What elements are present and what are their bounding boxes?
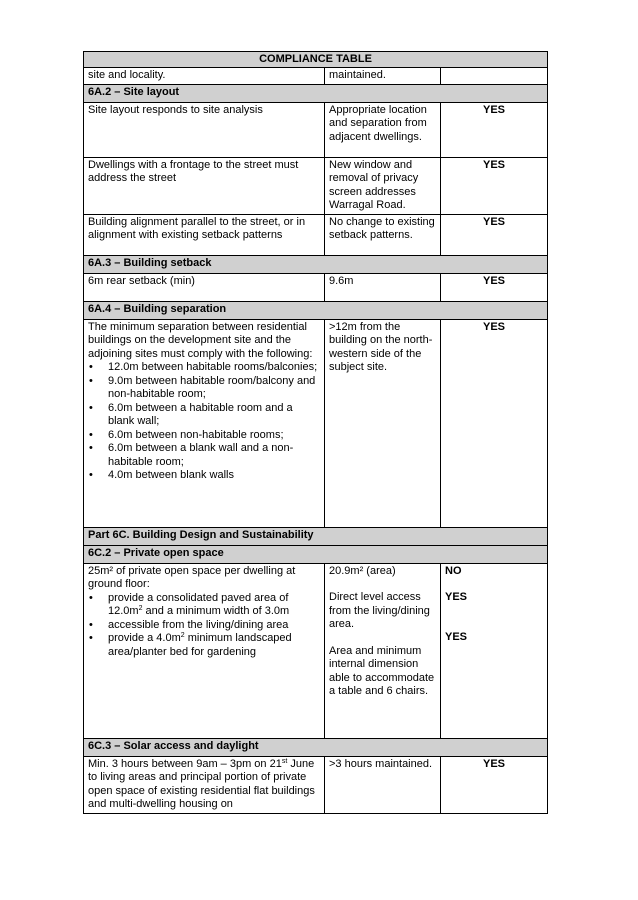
list-item: • accessible from the living/dining area (108, 619, 320, 633)
compliance-cell: YES (441, 756, 548, 813)
table-row (84, 756, 548, 813)
requirement-cell (84, 563, 325, 738)
table-row (84, 214, 548, 255)
list-item: • provide a $4.0m^2$ minimum landscaped area/planter bed for gardening (108, 632, 320, 659)
compliance-cell: YES (441, 214, 548, 255)
proposal-cell: 9.6m (325, 273, 441, 301)
compliance-table (83, 51, 548, 814)
proposal-cell: >3 hours maintained. (325, 756, 441, 813)
list-item: • 6.0m between a habitable room and a blank wall; (108, 402, 320, 429)
list-item: • 6.0m between non-habitable rooms; (108, 429, 320, 443)
separation-list (88, 361, 320, 483)
list-item: • 6.0m between a blank wall and a non-habitable room; (108, 442, 320, 469)
compliance-cell: YES (441, 319, 548, 527)
compliance-cell (441, 68, 548, 85)
requirement-cell: Dwellings with a frontage to the street must address the street (84, 157, 325, 214)
table-row (84, 273, 548, 301)
proposal-cell: No change to existing setback patterns. (325, 214, 441, 255)
section-heading: 6A.2 – Site layout (84, 84, 548, 102)
compliance-value: NO (445, 564, 462, 577)
requirement-cell: Building alignment parallel to the street, or in alignment with existing setback patterns (84, 214, 325, 255)
requirement-text: The minimum separation between residential buildings on the development site and the adjoining sites must comply with the following: (88, 320, 313, 360)
table-row (84, 157, 548, 214)
requirement-cell: 6m rear setback (min) (84, 273, 325, 301)
proposal-text: 20.9m² (area) (329, 564, 396, 577)
list-item: • 4.0m between blank walls (108, 469, 320, 483)
compliance-cell: YES (441, 157, 548, 214)
pos-list (88, 592, 320, 660)
compliance-cell: YES (441, 102, 548, 157)
requirement-text: 25m² of private open space per dwelling at ground floor: (88, 564, 296, 590)
section-heading: 6A.3 – Building setback (84, 255, 548, 273)
proposal-cell: Appropriate location and separation from adjacent dwellings. (325, 102, 441, 157)
compliance-value: YES (445, 591, 468, 603)
list-item: • provide a consolidated paved area of $12.0m^2$ and a minimum width of 3.0m (108, 592, 320, 619)
requirement-cell (84, 319, 325, 527)
section-heading: Part 6C. Building Design and Sustainability (84, 527, 548, 545)
proposal-text: Direct level access from the living/dining area. (329, 591, 430, 630)
proposal-cell: New window and removal of privacy screen addresses Warragal Road. (325, 157, 441, 214)
proposal-cell (325, 563, 441, 738)
table-title: COMPLIANCE TABLE (84, 52, 548, 68)
requirement-cell: Min. 3 hours between 9am – 3pm on 21st June to living areas and principal portion of private open space of existing residential flat buildings and multi-dwelling housing on (84, 756, 325, 813)
proposal-cell: >12m from the building on the north-western side of the subject site. (325, 319, 441, 527)
compliance-cell (441, 563, 548, 738)
table-row (84, 68, 548, 85)
section-heading: 6C.2 – Private open space (84, 545, 548, 563)
proposal-cell: maintained. (325, 68, 441, 85)
requirement-cell: Site layout responds to site analysis (84, 102, 325, 157)
table-row (84, 102, 548, 157)
requirement-cell: site and locality. (84, 68, 325, 85)
section-heading: 6C.3 – Solar access and daylight (84, 738, 548, 756)
proposal-text: Area and minimum internal dimension able to accommodate a table and 6 chairs. (329, 644, 435, 697)
table-row (84, 319, 548, 527)
list-item: • 12.0m between habitable rooms/balconies; (108, 361, 320, 375)
section-heading: 6A.4 – Building separation (84, 301, 548, 319)
list-item: • 9.0m between habitable room/balcony and non-habitable room; (108, 375, 320, 402)
table-row (84, 563, 548, 738)
compliance-cell: YES (441, 273, 548, 301)
compliance-value: YES (445, 631, 468, 643)
